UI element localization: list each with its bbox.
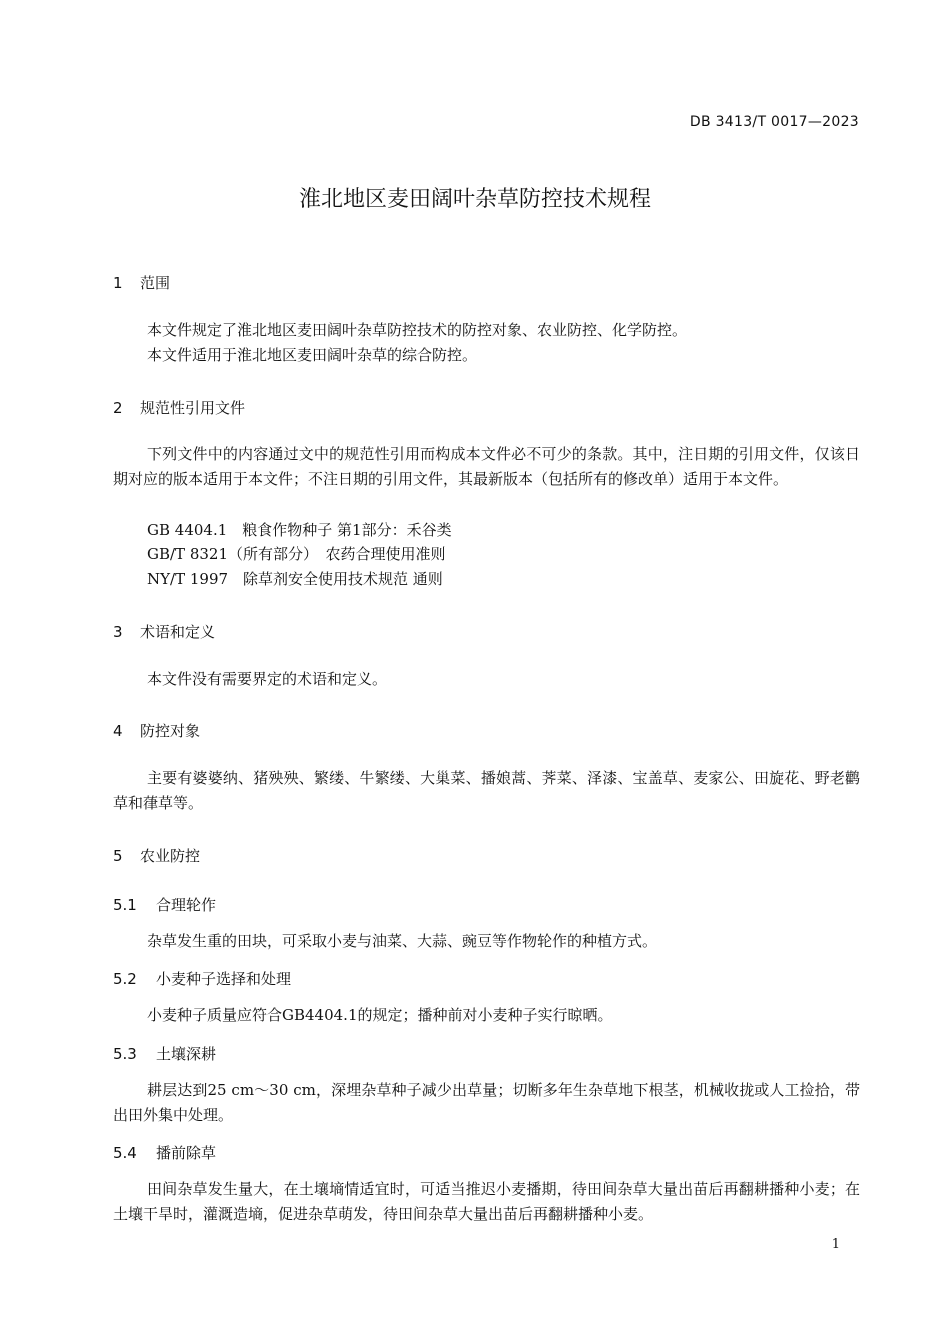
- paragraph: 小麦种子质量应符合GB4404.1的规定；播种前对小麦种子实行晾晒。: [147, 1006, 613, 1024]
- subsection-title: 小麦种子选择和处理: [156, 970, 292, 988]
- document-code: DB 3413/T 0017—2023: [689, 114, 859, 130]
- page-number: 1: [831, 1237, 840, 1252]
- paragraph: 田间杂草发生量大，在土壤墒情适宜时，可适当推迟小麦播期，待田间杂草大量出苗后再翻耕播种小麦；在土壤干旱时，灌溉造墒，促进杂草萌发，待田间杂草大量出苗后再翻耕播种小麦。: [113, 1180, 860, 1223]
- paragraph: 本文件没有需要界定的术语和定义。: [147, 670, 388, 688]
- paragraph: 下列文件中的内容通过文中的规范性引用而构成本文件必不可少的条款。其中，注日期的引用文件，仅该日期对应的版本适用于本文件；不注日期的引用文件，其最新版本（包括所有的修改单）适用于本文件。: [113, 445, 860, 488]
- subsection-title: 播前除草: [156, 1144, 217, 1162]
- paragraph: 杂草发生重的田块，可采取小麦与油菜、大蒜、豌豆等作物轮作的种植方式。: [147, 932, 658, 950]
- section-heading: [113, 720, 200, 741]
- section-title: 范围: [140, 274, 171, 292]
- paragraph: 本文件适用于淮北地区麦田阔叶杂草的综合防控。: [147, 346, 478, 364]
- subsection-heading: [113, 1043, 216, 1064]
- section-title: 术语和定义: [140, 623, 216, 641]
- subsection-title: 合理轮作: [156, 896, 217, 914]
- section-heading: [113, 845, 200, 866]
- section-heading: [113, 621, 215, 642]
- subsection-heading: [113, 968, 291, 989]
- section-number: 5: [113, 847, 123, 865]
- reference-item: GB/T 8321（所有部分） 农药合理使用准则: [147, 545, 446, 563]
- subsection-number: 5.2: [113, 970, 137, 988]
- paragraph: 本文件规定了淮北地区麦田阔叶杂草防控技术的防控对象、农业防控、化学防控。: [147, 321, 688, 339]
- subsection-number: 5.1: [113, 896, 137, 914]
- section-number: 2: [113, 399, 123, 417]
- section-number: 4: [113, 722, 123, 740]
- section-title: 农业防控: [140, 847, 201, 865]
- reference-item: GB 4404.1 粮食作物种子 第1部分：禾谷类: [147, 521, 452, 539]
- subsection-title: 土壤深耕: [156, 1045, 217, 1063]
- document-title: 淮北地区麦田阔叶杂草防控技术规程: [298, 187, 651, 212]
- section-number: 3: [113, 623, 123, 641]
- subsection-heading: [113, 1142, 216, 1163]
- reference-item: NY/T 1997 除草剂安全使用技术规范 通则: [147, 570, 443, 588]
- section-heading: [113, 272, 170, 293]
- paragraph: 主要有婆婆纳、猪殃殃、繁缕、牛繁缕、大巢菜、播娘蒿、荠菜、泽漆、宝盖草、麦家公、田旋花、野老鹳草和葎草等。: [113, 769, 860, 812]
- section-title: 规范性引用文件: [140, 399, 246, 417]
- section-number: 1: [113, 274, 123, 292]
- section-heading: [113, 397, 245, 418]
- subsection-number: 5.3: [113, 1045, 137, 1063]
- paragraph: 耕层达到25 cm～30 cm，深埋杂草种子减少出草量；切断多年生杂草地下根茎，机械收拢或人工捡拾，带出田外集中处理。: [113, 1081, 860, 1124]
- subsection-number: 5.4: [113, 1144, 137, 1162]
- section-title: 防控对象: [140, 722, 201, 740]
- subsection-heading: [113, 894, 216, 915]
